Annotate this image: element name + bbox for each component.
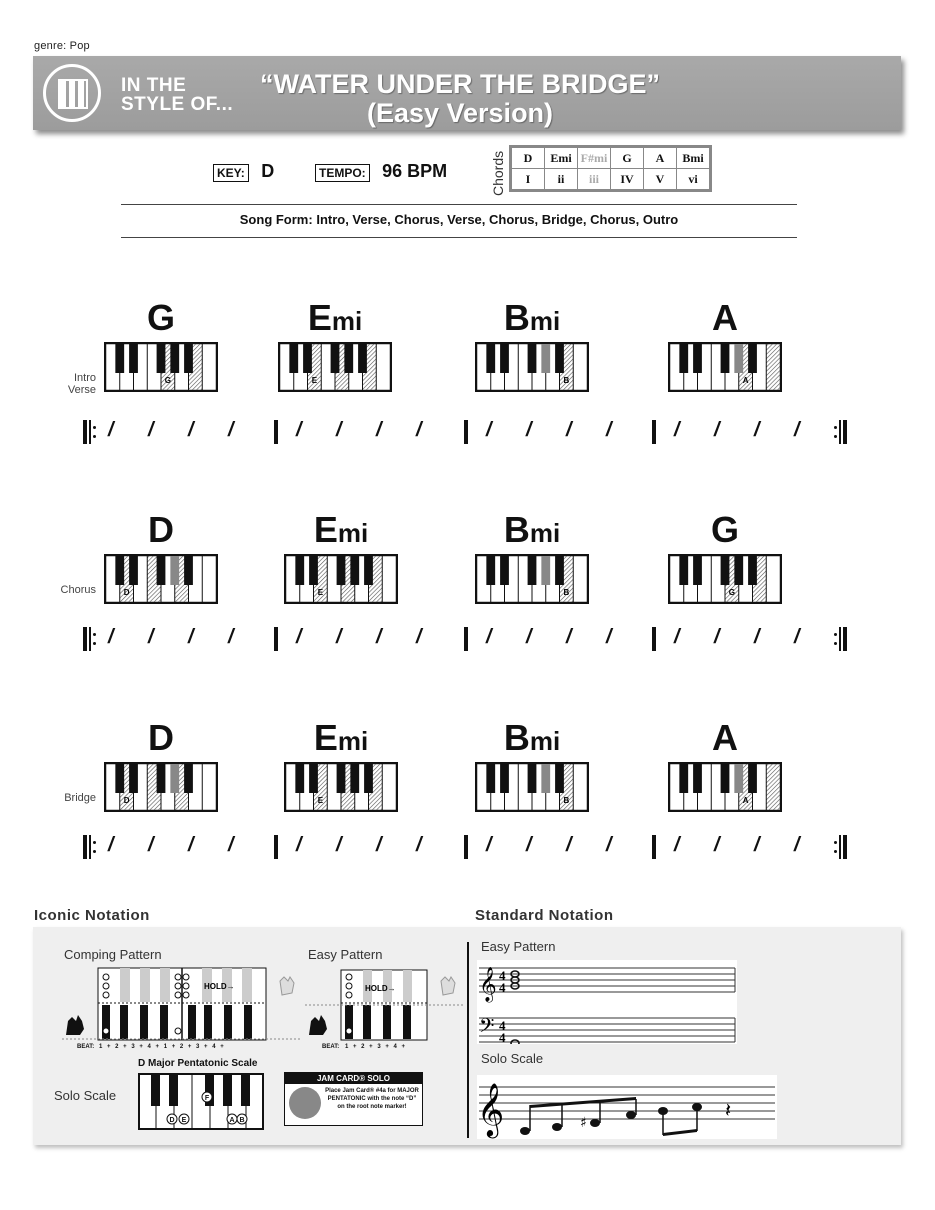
solo-scale-label: Solo Scale — [54, 1088, 117, 1103]
chord-keyboard-wrap — [278, 342, 392, 397]
chord-name — [81, 297, 241, 339]
beat-slash: / — [606, 626, 612, 648]
tempo-value: 96 BPM — [382, 161, 448, 181]
beat-slash: / — [108, 626, 114, 648]
chord-root: E — [313, 509, 338, 550]
beat-slash: / — [606, 419, 612, 441]
tempo-label: TEMPO: — [315, 164, 370, 182]
chord-keyboard-wrap — [668, 554, 782, 609]
rest-icon: 𝄽 — [725, 1098, 732, 1122]
beat-slash: / — [296, 834, 302, 856]
hold-text-1: HOLD→ — [204, 982, 235, 991]
song-form-value: Intro, Verse, Chorus, Verse, Chorus, Bridge, Chorus, Outro — [316, 212, 679, 227]
chord-name — [645, 509, 805, 551]
chord-keyboard-wrap — [104, 762, 218, 817]
keyboard-root-label: D — [123, 796, 130, 805]
beat-slash: / — [376, 626, 382, 648]
beat-slash: / — [376, 419, 382, 441]
beat-slash: / — [376, 834, 382, 856]
chord-suffix: mi — [529, 518, 561, 548]
chord-keyboard — [475, 554, 589, 604]
genre-label: genre: — [34, 40, 67, 52]
chord-table-cell: vi — [677, 169, 710, 190]
beat-slash: / — [148, 626, 154, 648]
keyboard-root-label: G — [728, 588, 735, 597]
chord-keyboard — [284, 554, 398, 604]
chord-root: E — [313, 717, 338, 758]
keyboard-root-label: A — [742, 376, 749, 385]
beat-slash: / — [754, 834, 760, 856]
chord-keyboard — [475, 762, 589, 812]
beat-slash: / — [714, 834, 720, 856]
chord-name — [645, 717, 805, 759]
chord-keyboard — [668, 554, 782, 604]
beat-slash: / — [188, 419, 194, 441]
chord-keyboard-wrap — [104, 342, 218, 397]
beats-comping: 1 + 2 + 3 + 4 + 1 + 2 + 3 + 4 + — [99, 1044, 224, 1050]
std-solo-scale-label: Solo Scale — [481, 1051, 544, 1066]
section-label — [36, 584, 96, 596]
beat-slash: / — [526, 419, 532, 441]
beat-slash: / — [228, 626, 234, 648]
beat-slash: / — [296, 419, 302, 441]
bar-line — [464, 627, 468, 651]
beat-slash: / — [566, 834, 572, 856]
beat-slash: / — [416, 419, 422, 441]
beat-slash: / — [148, 419, 154, 441]
divider-top — [121, 204, 797, 205]
beat-slash: / — [674, 419, 680, 441]
bar-line — [274, 835, 278, 859]
beat-slash: / — [566, 419, 572, 441]
chord-keyboard — [668, 342, 782, 392]
beat-slash: / — [794, 834, 800, 856]
treble-clef-icon: 𝄞 — [479, 967, 497, 1002]
chord-name — [452, 509, 612, 551]
beat-slash: / — [188, 834, 194, 856]
beat-slash: / — [108, 419, 114, 441]
chord-keyboard-wrap — [668, 342, 782, 397]
hold-text-2: HOLD→ — [365, 984, 396, 993]
song-form — [121, 212, 797, 227]
key-info — [213, 161, 274, 182]
style-line-2: STYLE OF... — [121, 94, 234, 115]
chord-keyboard — [278, 342, 392, 392]
beat-slash: / — [108, 834, 114, 856]
chord-table — [509, 145, 712, 192]
chord-root: B — [503, 717, 530, 758]
beat-label-1: BEAT: — [77, 1044, 95, 1050]
scale-note-5: B — [239, 1117, 245, 1124]
tempo-info — [315, 161, 447, 182]
scale-note-4: A — [229, 1117, 235, 1124]
chord-keyboard — [104, 342, 218, 392]
chord-keyboard-wrap — [284, 762, 398, 817]
keyboard-root-label: E — [311, 376, 318, 385]
song-form-label: Song Form: — [239, 212, 313, 227]
chord-table-cell: iii — [578, 169, 611, 190]
bar-line — [464, 420, 468, 444]
beat-slash: / — [486, 626, 492, 648]
beat-slash: / — [188, 626, 194, 648]
chord-keyboard-wrap — [475, 762, 589, 817]
genre-value: Pop — [69, 40, 90, 52]
chord-keyboard — [475, 342, 589, 392]
chord-name — [452, 717, 612, 759]
beat-slash: / — [674, 834, 680, 856]
beat-slash: / — [296, 626, 302, 648]
chord-keyboard — [668, 762, 782, 812]
beat-slash: / — [754, 419, 760, 441]
chord-table-cell: G — [611, 148, 644, 169]
bar-line — [652, 835, 656, 859]
bar-line — [464, 835, 468, 859]
beat-slash: / — [336, 626, 342, 648]
section-label-line-2: Verse — [67, 384, 96, 396]
beat-label-2: BEAT: — [322, 1044, 340, 1050]
treble-time-top: 4 — [499, 968, 506, 983]
comping-pattern-label: Comping Pattern — [64, 947, 162, 962]
pentatonic-scale-keyboard — [138, 1073, 264, 1131]
keyboard-root-label: B — [563, 588, 570, 597]
keyboard-root-label: E — [317, 588, 324, 597]
chord-suffix: mi — [331, 306, 363, 336]
notation-divider — [467, 942, 469, 1138]
beat-slash: / — [714, 419, 720, 441]
chord-table-cell: IV — [611, 169, 644, 190]
chord-suffix: mi — [529, 726, 561, 756]
beat-slash: / — [228, 834, 234, 856]
chord-root: B — [503, 297, 530, 338]
beat-slash: / — [754, 626, 760, 648]
song-title-sub: (Easy Version) — [366, 98, 554, 128]
bass-time-top: 4 — [499, 1018, 506, 1033]
bar-line — [652, 627, 656, 651]
chord-root: G — [710, 509, 739, 550]
chord-root: A — [712, 717, 738, 758]
chord-table-cell: A — [644, 148, 677, 169]
chord-keyboard-wrap — [284, 554, 398, 609]
piano-logo-icon — [43, 64, 101, 122]
keyboard-root-label: B — [563, 796, 570, 805]
jam-card-box — [284, 1072, 423, 1126]
scale-note-3: F — [204, 1095, 210, 1102]
chord-name — [261, 717, 421, 759]
chord-root: G — [146, 297, 175, 338]
chord-table-cell: V — [644, 169, 677, 190]
jam-card-title: JAM CARD® SOLO — [285, 1073, 422, 1084]
chord-name — [81, 717, 241, 759]
section-label-line-1: Chorus — [60, 584, 96, 596]
chord-suffix: mi — [337, 518, 369, 548]
keyboard-root-label: G — [164, 376, 171, 385]
beat-slash: / — [416, 626, 422, 648]
chord-root: A — [712, 297, 738, 338]
beat-slash: / — [794, 626, 800, 648]
treble-time-bottom: 4 — [499, 980, 506, 995]
chord-root: D — [148, 509, 174, 550]
chord-suffix: mi — [529, 306, 561, 336]
beat-slash: / — [606, 834, 612, 856]
beat-slash: / — [674, 626, 680, 648]
beat-slash: / — [416, 834, 422, 856]
beat-slash: / — [794, 419, 800, 441]
chord-table-cell: Bmi — [677, 148, 710, 169]
solo-treble-clef-icon: 𝄞 — [477, 1082, 505, 1136]
bass-clef-icon: 𝄢 — [479, 1014, 495, 1042]
beat-slash: / — [228, 419, 234, 441]
chord-keyboard — [284, 762, 398, 812]
scale-note-2: E — [181, 1117, 187, 1124]
grand-staff — [477, 960, 737, 1044]
section-label-line-1: Bridge — [64, 792, 96, 804]
std-easy-pattern-label: Easy Pattern — [481, 939, 556, 954]
chord-root: D — [148, 717, 174, 758]
beat-slash: / — [336, 834, 342, 856]
beat-slash: / — [336, 419, 342, 441]
chord-root: B — [503, 509, 530, 550]
scale-note-1: D — [169, 1117, 175, 1124]
chord-name — [81, 509, 241, 551]
scale-title: D Major Pentatonic Scale — [138, 1058, 258, 1069]
beats-easy: 1 + 2 + 3 + 4 + — [345, 1044, 406, 1050]
right-hand-icon — [280, 977, 294, 995]
chord-table-cell: ii — [545, 169, 578, 190]
beat-slash: / — [526, 834, 532, 856]
chord-root: E — [307, 297, 332, 338]
bar-line — [274, 627, 278, 651]
comping-pattern-diagram — [62, 965, 302, 1055]
keyboard-root-label: D — [123, 588, 130, 597]
chord-keyboard-wrap — [668, 762, 782, 817]
chord-table-cell: I — [512, 169, 545, 190]
standard-notation-title: Standard Notation — [475, 907, 614, 924]
divider-bottom — [121, 237, 797, 238]
song-title — [180, 70, 740, 128]
chord-keyboard-wrap — [475, 554, 589, 609]
jam-card-icon — [289, 1087, 321, 1119]
beat-slash: / — [526, 626, 532, 648]
bass-time-bottom: 4 — [499, 1030, 506, 1044]
chords-vertical-label: Chords — [490, 150, 506, 196]
keyboard-root-label: A — [742, 796, 749, 805]
chord-name — [645, 297, 805, 339]
chord-table-cell: F#mi — [578, 148, 611, 169]
chord-keyboard — [104, 554, 218, 604]
bar-line — [652, 420, 656, 444]
chord-keyboard-wrap — [475, 342, 589, 397]
iconic-notation-title: Iconic Notation — [34, 907, 150, 924]
keyboard-root-label: E — [317, 796, 324, 805]
keyboard-root-label: B — [563, 376, 570, 385]
style-line-1: IN THE — [121, 75, 187, 96]
chord-suffix: mi — [337, 726, 369, 756]
beat-slash: / — [486, 834, 492, 856]
beat-slash: / — [148, 834, 154, 856]
chord-table-cell: Emi — [545, 148, 578, 169]
key-label: KEY: — [213, 164, 249, 182]
easy-pattern-diagram — [305, 965, 465, 1055]
solo-scale-staff — [477, 1075, 777, 1139]
section-label-line-1: Intro — [73, 372, 96, 384]
key-value: D — [261, 161, 275, 181]
easy-pattern-label: Easy Pattern — [308, 947, 383, 962]
chord-keyboard — [104, 762, 218, 812]
jam-card-text: Place Jam Card® #4a for MAJOR PENTATONIC with the note “D” on the root note marker! — [325, 1088, 419, 1110]
chord-name — [261, 509, 421, 551]
svg-text:♯: ♯ — [580, 1115, 587, 1131]
bar-line — [274, 420, 278, 444]
chord-keyboard-wrap — [104, 554, 218, 609]
section-label — [36, 372, 96, 396]
genre-line — [34, 40, 90, 52]
chord-name — [255, 297, 415, 339]
beat-slash: / — [714, 626, 720, 648]
left-hand-icon — [66, 1015, 84, 1035]
chord-table-cell: D — [512, 148, 545, 169]
chord-name — [452, 297, 612, 339]
beat-slash: / — [486, 419, 492, 441]
section-label — [36, 792, 96, 804]
song-title-main: “WATER UNDER THE BRIDGE” — [259, 69, 660, 99]
beat-slash: / — [566, 626, 572, 648]
